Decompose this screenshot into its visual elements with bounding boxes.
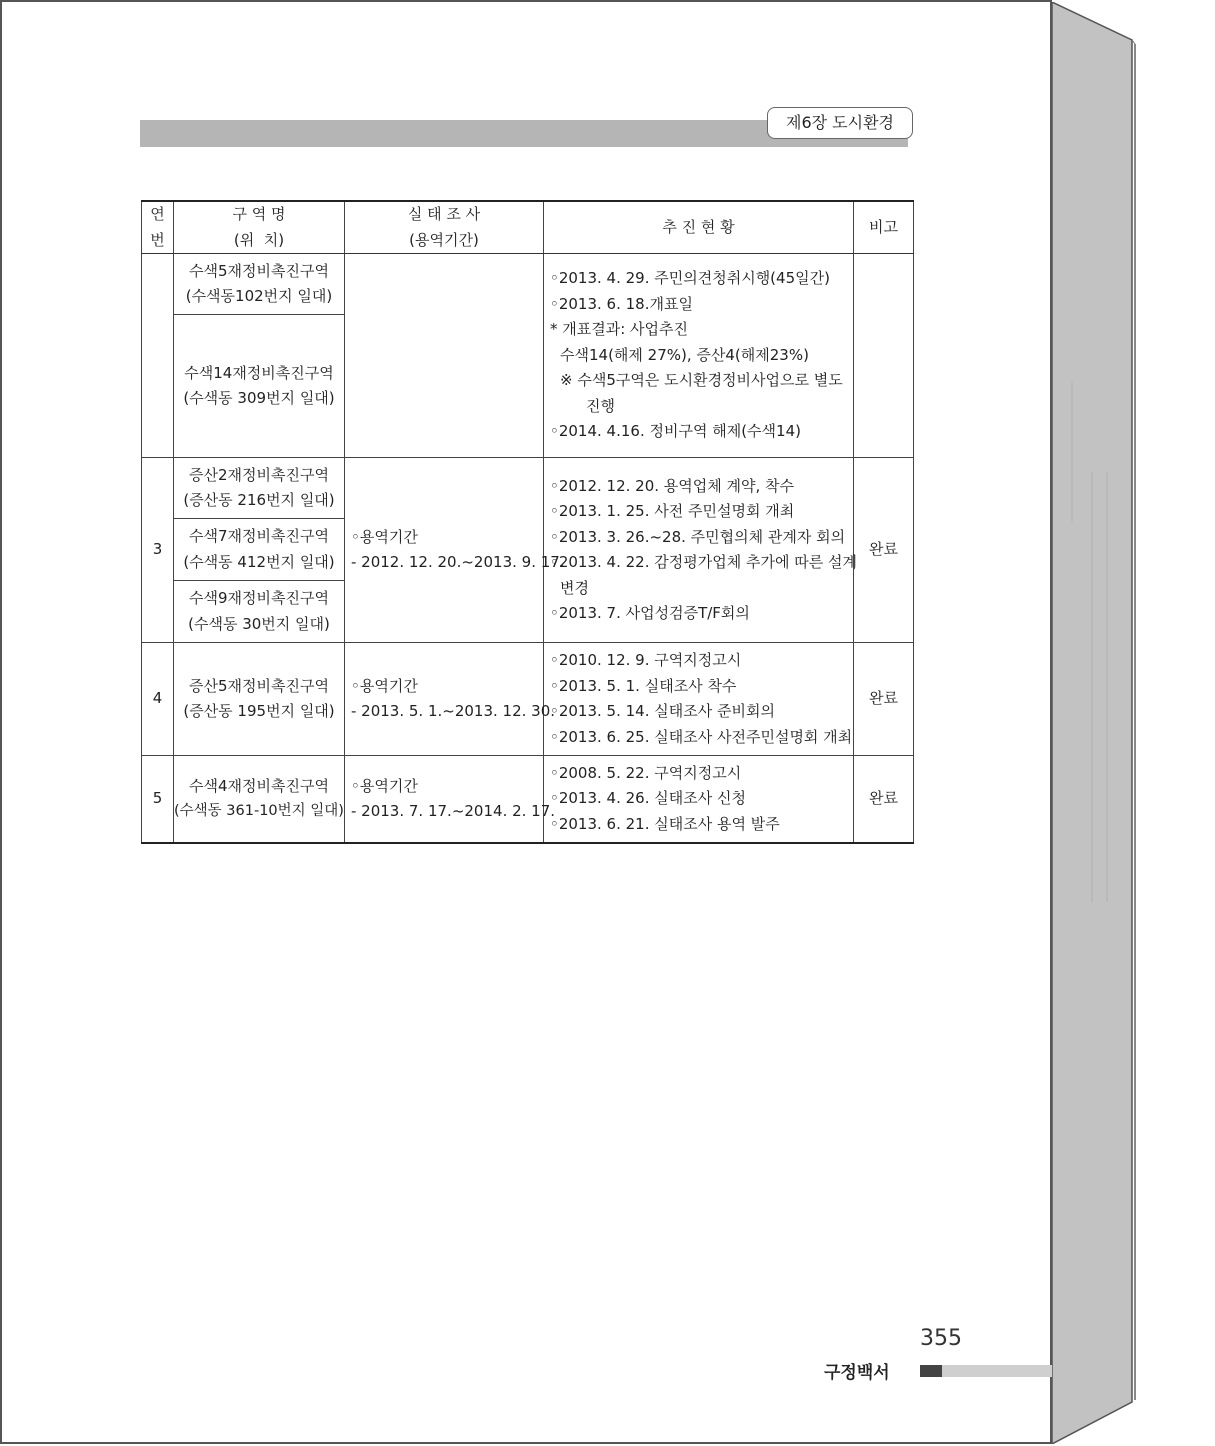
header-text: 비고 [869, 217, 898, 236]
note-cell: 완료 [854, 643, 914, 756]
progress-item: ◦2013. 5. 14. 실태조사 준비회의 [550, 702, 775, 720]
header-text: 구 역 명 [232, 205, 286, 223]
progress-item: ◦2013. 5. 1. 실태조사 착수 [550, 676, 737, 695]
table-row [142, 643, 914, 756]
header-note [854, 201, 914, 254]
no-cell: 4 [142, 643, 174, 756]
progress-item: ◦2013. 4. 29. 주민의견청취시행(45일간) [550, 269, 830, 288]
table-row [142, 756, 914, 844]
area-location: (수색동 309번지 일대) [183, 389, 335, 407]
note-cell: 완료 [854, 458, 914, 643]
progress-item: ◦2013. 6. 18.개표일 [550, 294, 693, 313]
area-location: (증산동 216번지 일대) [183, 491, 335, 509]
page-number: 355 [920, 1326, 962, 1351]
progress-item: ※ 수색5구역은 도시환경정비사업으로 별도 [560, 371, 843, 390]
chapter-tag: 제6장 도시환경 [767, 107, 913, 139]
no-cell [142, 254, 174, 458]
area-name: 증산5재정비촉진구역 [189, 676, 329, 695]
footer-bar-light [942, 1365, 1054, 1377]
area-name: 수색14재정비촉진구역 [184, 363, 334, 382]
area-cell [174, 458, 345, 519]
table-row [142, 458, 914, 519]
progress-item: ◦2013. 4. 26. 실태조사 신청 [550, 789, 746, 808]
area-location: (수색동 412번지 일대) [183, 552, 335, 571]
area-location: (수색동 361-10번지 일대) [174, 803, 344, 819]
header-text: 번 [150, 230, 165, 249]
header-text: 연 [150, 205, 165, 223]
area-name: 수색4재정비촉진구역 [189, 776, 329, 795]
survey-cell [345, 756, 556, 844]
progress-item: ◦2013. 3. 26.~28. 주민협의체 관계자 회의 [550, 527, 846, 546]
area-location: (수색동 30번지 일대) [188, 614, 330, 633]
progress-item: ◦2013. 6. 25. 실태조사 사전주민설명회 개최 [550, 727, 853, 746]
area-cell [174, 643, 345, 756]
no-cell: 5 [142, 756, 174, 844]
table-row [142, 254, 914, 315]
area-cell [174, 581, 345, 643]
progress-item: ◦2008. 5. 22. 구역지정고시 [550, 763, 742, 782]
progress-item: * 개표결과: 사업추진 [550, 320, 689, 339]
area-cell [174, 519, 345, 581]
footer-bar-dark [920, 1365, 942, 1377]
survey-cell [345, 458, 565, 643]
area-name: 수색9재정비촉진구역 [189, 589, 329, 607]
progress-item: ◦2013. 6. 21. 실태조사 용역 발주 [550, 814, 780, 833]
header-text: (위 치) [233, 230, 285, 249]
area-name: 수색7재정비촉진구역 [189, 527, 329, 545]
area-cell [174, 756, 345, 844]
survey-label: ◦용역기간 [351, 527, 418, 546]
table-header-row [142, 201, 914, 254]
header-survey [345, 201, 544, 254]
progress-cell [544, 756, 854, 844]
header-text: 실 태 조 사 [407, 205, 481, 223]
header-text: (용역기간) [409, 230, 479, 249]
header-text: 추 진 현 황 [662, 217, 735, 236]
survey-label: ◦용역기간 [351, 676, 418, 695]
header-progress [544, 201, 854, 254]
survey-period: - 2013. 7. 17.~2014. 2. 17. [351, 802, 556, 820]
area-cell [174, 315, 345, 458]
note-cell [854, 254, 914, 458]
area-location: (증산동 195번지 일대) [183, 702, 335, 720]
progress-item: 수색14(해제 27%), 증산4(해제23%) [560, 345, 809, 364]
survey-period: - 2013. 5. 1.~2013. 12. 30. [351, 702, 556, 720]
area-cell [174, 254, 345, 315]
progress-item: ◦2013. 4. 22. 감정평가업체 추가에 따른 설계 [550, 553, 857, 571]
progress-cell [544, 458, 857, 643]
header-area [174, 201, 345, 254]
book-page-edge [1052, 2, 1136, 1444]
progress-item: ◦2014. 4.16. 정비구역 해제(수색14) [550, 422, 801, 441]
progress-item: ◦2012. 12. 20. 용역업체 계약, 착수 [550, 476, 795, 495]
area-name: 증산2재정비촉진구역 [189, 465, 329, 484]
redevelopment-status-table [141, 200, 914, 844]
progress-item: 변경 [560, 578, 589, 597]
header-no [142, 201, 174, 254]
area-location: (수색동102번지 일대) [185, 287, 333, 305]
survey-period: - 2012. 12. 20.~2013. 9. 17. [351, 553, 565, 571]
book-title: 구정백서 [824, 1363, 890, 1383]
progress-item: 진행 [586, 396, 615, 415]
survey-cell [345, 643, 556, 756]
no-cell: 3 [142, 458, 174, 643]
progress-cell [544, 643, 854, 756]
survey-label: ◦용역기간 [351, 776, 418, 795]
progress-item: ◦2013. 1. 25. 사전 주민설명회 개최 [550, 502, 795, 520]
progress-cell [544, 254, 854, 458]
progress-item: ◦2010. 12. 9. 구역지정고시 [550, 651, 742, 669]
progress-item: ◦2013. 7. 사업성검증T/F회의 [550, 604, 750, 622]
area-name: 수색5재정비촉진구역 [189, 261, 329, 280]
note-cell: 완료 [854, 756, 914, 844]
survey-cell [345, 254, 544, 458]
